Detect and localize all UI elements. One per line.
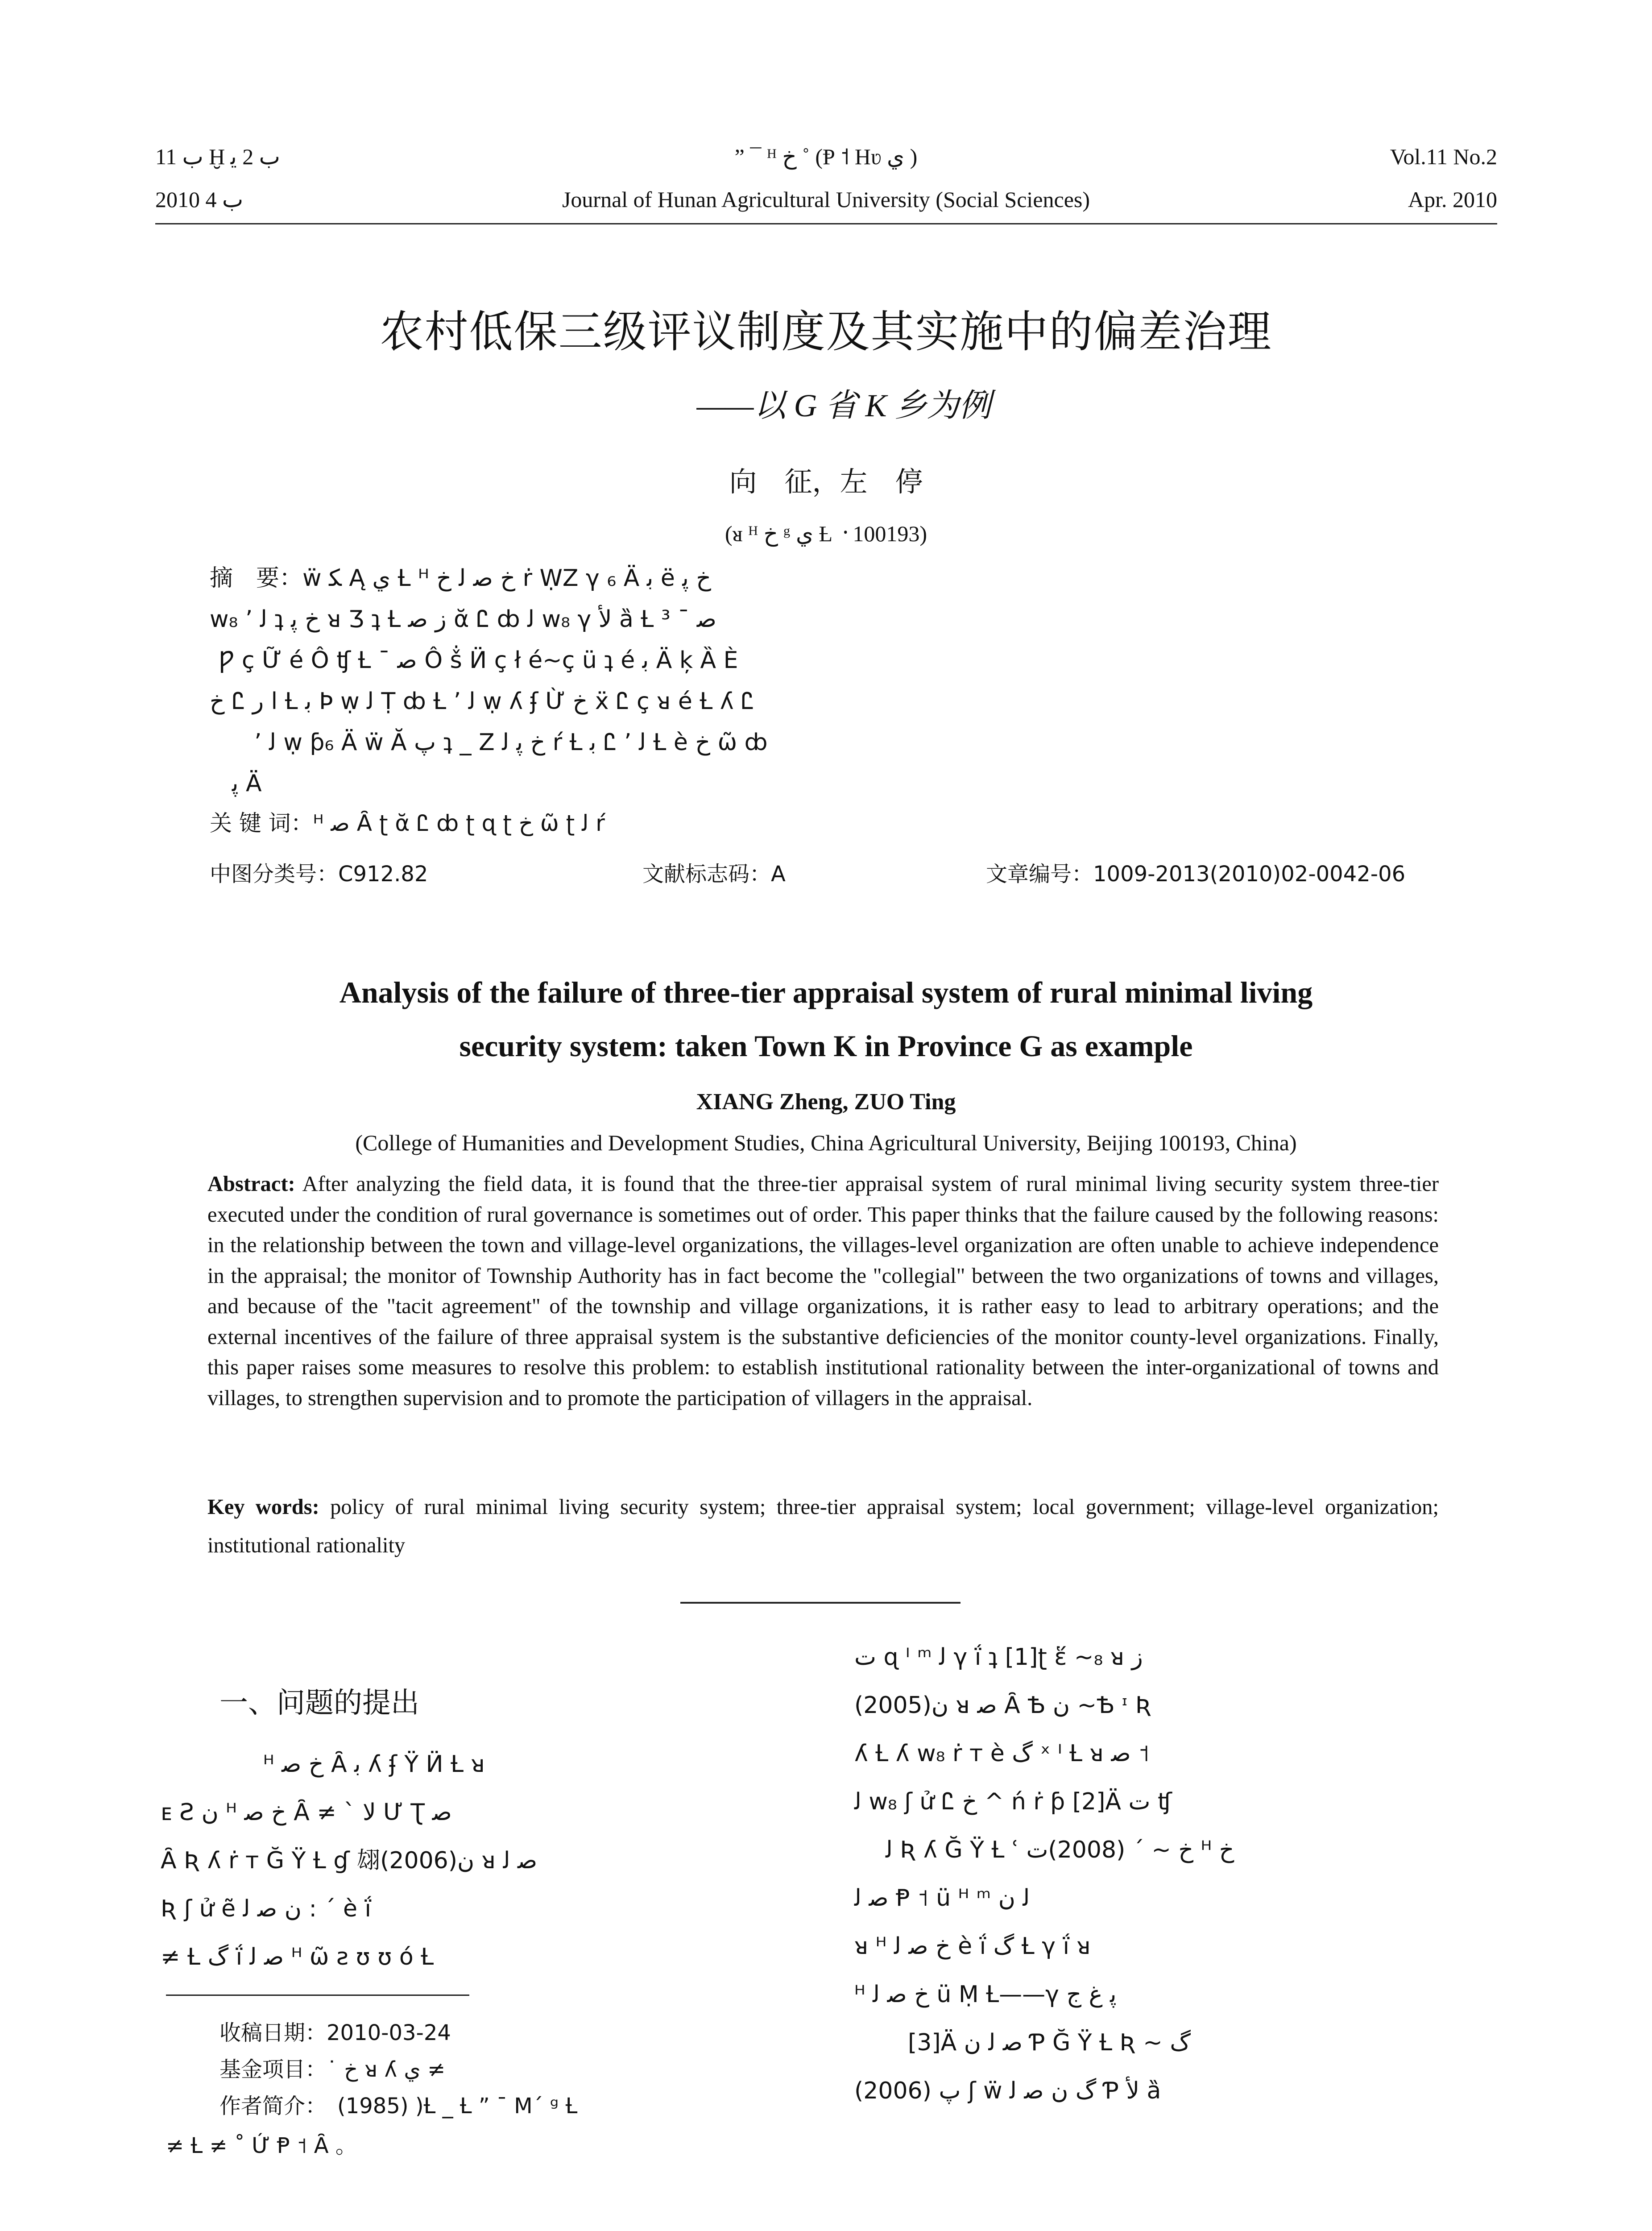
body-line: ᴴ ﺥ ﺻ ﻟ ü Ṃ Ƚ——γ ﭘ ﻍ ﺝ — [854, 1981, 1117, 2008]
footnote-rule — [166, 1995, 469, 1996]
body-line: ᴴ ﺥ ﺻ Ȃ ﺑ ʎ ʄ Ÿ Ӥ Ƚ ᴚ — [263, 1751, 485, 1778]
title-en-line1: Analysis of the failure of three-tier appraisal system of rural minimal living — [339, 975, 1313, 1009]
body-line: Ȃ Ʀ ʎ ṙ ᴛ Ğ Ÿ Ƚ ɠ 翃(2006)ﻥ ᴚ ﺻ ﻟ — [161, 1847, 538, 1874]
keywords-en-text: policy of rural minimal living security system; three-tier appraisal system; local government; village-level organization; institutional rationality — [207, 1495, 1439, 1557]
body-line: ﭖ (2006) ʃ ẅ ﮒ ﻥ ﺻ ﻟ Ƥ ﻷ ȁ — [854, 2078, 1161, 2104]
header-journal-cn: ” ¯ ᴴ ﺥ ˚ (Ᵽ ˦ Hʋ ﻱ ) — [734, 144, 918, 169]
abstract-cn-line: Ƿ ç Ữ é Ô ʧ Ƚ ¯ ﺻ Ô ṧ Ӥ ç ł é~ç ü ʇ é ﺑ Ä ķ Ȁ È — [219, 647, 738, 674]
author-intro-cont: ≠ Ƚ ≠ ˚ Ứ Ᵽ ˦ Ȃ 。 — [166, 2133, 357, 2158]
article-number: 文章编号：1009-2013(2010)02-0042-06 — [986, 862, 1406, 887]
keywords-en-label: Key words: — [207, 1495, 319, 1519]
abstract-cn-line: 摘 要：ẅ ﮑ Ą ﻱ Ƚ ᴴ ﺥ ﺻ ﻟ ﺥ ṙ ẈΖ γ ₆ Ä ﺑ ë ﺥ ﭘ — [210, 565, 711, 592]
affiliation-cn: (ᴚ ᴴ ﺥ ᵍ ﻱ Ƚ ᠂ 100193) — [725, 521, 927, 546]
abstract-cn-line: ﭘ Ä — [232, 770, 262, 797]
clc-number: 中图分类号：C912.82 — [210, 862, 428, 887]
body-line: ﻟ w₈ ʃ ử Ꮭ ﺥ ^ ń ṙ ƥ [2]Ä ﺕ ʧ — [854, 1788, 1172, 1815]
page-title: 农村低保三级评议制度及其实施中的偏差治理 — [380, 307, 1272, 357]
right-column-body — [854, 1633, 1501, 2115]
keywords-cn-label: 关 键 词： — [210, 810, 313, 836]
document-code: 文献标志码：A — [642, 862, 786, 887]
keywords-en — [207, 1488, 1439, 1565]
header-vol-no: Vol.11 No.2 — [1390, 144, 1497, 169]
authors-cn: 向 征，左 停 — [729, 465, 923, 498]
body-line: [3]Ä ﺻ ﻟ ﻥ Ƥ Ğ Ÿ Ƚ Ʀ ~ ﮒ — [908, 2029, 1191, 2056]
affiliation-en: (College of Humanities and Development Studies, China Agricultural University, Beijing 100193, China) — [355, 1130, 1297, 1155]
body-line: Ʀ ʃ ử ẽ ﻥ ﺻ ﻟ : ´ è ḯ — [161, 1895, 371, 1922]
header-journal-en: Journal of Hunan Agricultural University (Social Sciences) — [562, 187, 1090, 212]
abstract-cn-label: 摘 要： — [210, 565, 303, 592]
body-line: (2005)ﻥ ᴚ ﺻ Ȃ Ѣ ﻥ ~Ѣ ᶦ Ʀ — [854, 1692, 1151, 1719]
left-column-body — [161, 1740, 807, 1981]
body-line: ≠ Ƚ ﮒ ḯ ﺻ ﻟ ᴴ ῶ ƨ ʊ ʊ ó Ƚ — [161, 1944, 434, 1970]
abstract-cn-line: ’ ﻟ ẉ ƥ₆ Ä ẅ Ă ﭖ ʇ _ Ζ ﺥ ﭘ ﻟ ŕ Ƚ ﺑ Ꮭ ’ ﻟ Ƚ è ﺥ ῶ ȸ — [254, 729, 768, 756]
body-line: ﺕ ɋ ᴵ ᵐ ﻟ γ ḯ ʇ [1]ʈ ἕ ~₈ ᴚ ﺯ — [854, 1644, 1143, 1671]
body-line: ᴚ ᴴ ﺥ ﺻ ﻟ è ḯ ﮒ Ƚ γ ḯ ᴚ — [854, 1933, 1091, 1960]
abstract-en-label: Abstract: — [207, 1172, 295, 1196]
body-line: ﻟ Ʀ ʎ Ğ Ÿ Ƚ ʿ ﺥ ~ ´ (2008)ﺕ ᴴ ﺥ — [886, 1837, 1234, 1863]
header-volume-issue: ﺏ 11 Ḫ ﺏ 2 ﻳ — [155, 144, 280, 169]
title-en-line2: security system: taken Town K in Province G as example — [459, 1029, 1193, 1063]
header-year-month: 2010 ﺏ 4 — [155, 187, 244, 212]
page-subtitle: ——以 G 省 K 乡为例 — [696, 388, 991, 423]
abstract-cn-line: ﺥ Ꮭ ﺭ l Ƚ ﺑ Þ ẉ ﻟ Ṭ ȸ Ƚ ’ ﻟ ẉ ʎ ʄ Ừ ﺥ ẍ Ꮭ ç ᴚ é Ƚ ʎ Ꮭ — [210, 688, 754, 715]
abstract-en-text: After analyzing the field data, it is found that the three-tier appraisal system of rural minimal living security system three-tier executed under the condition of rural governance is sometimes out of order. This paper thinks that the failure caused by the following reasons: in the relationship between the town and village-level organizations, the villages-level organization are often unable to achieve independence in the appraisal; the monitor of Township Authority has in fact become the "collegial" between the two organizations of towns and villages, and because of the "tacit agreement" of the township and village organizations, it is rather easy to lead to arbitrary operations; and the external incentives of the failure of three appraisal system is the substantive deficiencies of the monitor county-level organizations. Finally, this paper raises some measures to resolve this problem: to establish institutional rationality between the inter-organizational of towns and villages, to strengthen supervision and to promote the participation of villagers in the appraisal. — [207, 1172, 1439, 1410]
fund-project: 基金项目：˙ ﺥ ᴚ ʎ ﻱ ≠ — [219, 2057, 446, 2082]
body-line: ʎ Ƚ ʎ w₈ ṙ ᴛ è ﮒ ˣ ᴵ Ƚ ᴚ ﺻ ˦ — [854, 1740, 1150, 1767]
authors-en: XIANG Zheng, ZUO Ting — [696, 1089, 956, 1115]
footnotes — [219, 2015, 577, 2124]
header-rule — [155, 223, 1497, 224]
received-date: 收稿日期：2010-03-24 — [219, 2020, 451, 2045]
abstract-en — [207, 1169, 1439, 1414]
author-intro: 作者简介： (1985) )Ƚ _ Ƚ ” ¯ M´ ᵍ Ƚ — [219, 2094, 578, 2119]
section-heading: 一、问题的提出 — [219, 1687, 419, 1720]
section-divider — [680, 1602, 961, 1604]
keywords-cn — [210, 805, 605, 838]
abstract-cn-line: w₈ ’ ﻟ ʇ ﺥ ﭘ ᴚ Ʒ ʇ Ƚ ﺯ ﺻ ᾰ Ꮭ ȸ ﻟ w₈ γ ﻷ ȁ Ƚ ³ ¯ ﺻ — [210, 606, 716, 633]
keywords-cn-text: ᴴ ﺻ Ȃ ʈ ᾰ Ꮭ ȸ ʈ ɋ ʈ ﺥ ῶ ʈ ﻟ ŕ — [313, 810, 605, 836]
abstract-cn — [210, 558, 1450, 804]
header-date: Apr. 2010 — [1408, 187, 1497, 212]
body-line: ᴇ Ƨ ﻥ ᴴ ﺥ ﺻ Ȃ ≠ ` ﻻ Ư Ʈ ﺻ — [161, 1799, 452, 1826]
body-line: ﺻ ﻟ Ᵽ ˦ ü ᴴ ᵐ ﻟ ﻥ — [854, 1885, 1030, 1912]
